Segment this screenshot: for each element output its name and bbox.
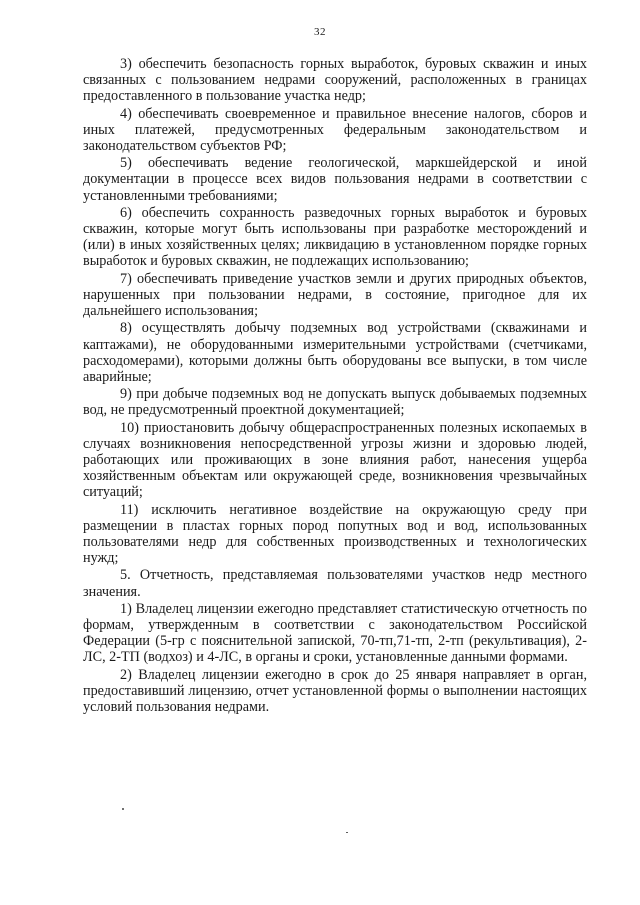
- paragraph-item-6: 6) обеспечить сохранность разведочных горных выработок и буровых скважин, которые могут быть использованы при разработке месторождений и (или) в иных хозяйственных целях; ликвидацию в установленном порядке горных выработок и буровых скважин, не подлежащих использованию;: [83, 205, 587, 270]
- paragraph-item-10: 10) приостановить добычу общераспространенных полезных ископаемых в случаях возникновения непосредственной угрозы жизни и здоровью людей, работающих или проживающих в зоне влияния работ, нанесения ущерба хозяйственным объектам или окружающей среде, возникновения чрезвычайных ситуаций;: [83, 419, 587, 501]
- page-number: 32: [314, 26, 326, 38]
- scan-speck: [122, 808, 124, 810]
- paragraph-item-7: 7) обеспечивать приведение участков земли и других природных объектов, нарушенных при пользовании недрами, в состояние, пригодное для их дальнейшего использования;: [83, 270, 587, 319]
- reporting-item-1: 1) Владелец лицензии ежегодно представляет статистическую отчетность по формам, утвержденным в соответствии с законодательством Российской Федерации (5-гр с пояснительной запиской, 70-тп,71-тп, 2-тп (рекультивация), 2-ЛС, 2-ТП (водхоз) и 4-ЛС, в органы и сроки, установленные данными формами.: [83, 601, 587, 666]
- document-body: [83, 56, 587, 716]
- section-heading-reporting: 5. Отчетность, представляемая пользователями участков недр местного значения.: [83, 567, 587, 600]
- paragraph-item-3: 3) обеспечить безопасность горных выработок, буровых скважин и иных связанных с пользованием недрами сооружений, расположенных в границах предоставленного в пользование участка недр;: [83, 56, 587, 105]
- paragraph-item-8: 8) осуществлять добычу подземных вод устройствами (скважинами и каптажами), не оборудованными измерительными устройствами (счетчиками, расходомерами), которыми должны быть оборудованы все выпуски, в том числе аварийные;: [83, 320, 587, 385]
- paragraph-item-9: 9) при добыче подземных вод не допускать выпуск добываемых подземных вод, не предусмотренный проектной документацией;: [83, 386, 587, 419]
- scan-speck: [346, 832, 348, 833]
- paragraph-item-5: 5) обеспечивать ведение геологической, маркшейдерской и иной документации в процессе всех видов пользования недрами в соответствии с установленными требованиями;: [83, 155, 587, 204]
- paragraph-item-4: 4) обеспечивать своевременное и правильное внесение налогов, сборов и иных платежей, предусмотренных федеральным законодательством и законодательством субъектов РФ;: [83, 105, 587, 154]
- reporting-item-2: 2) Владелец лицензии ежегодно в срок до 25 января направляет в орган, предоставивший лицензию, отчет установленной формы о выполнении настоящих условий пользования недрами.: [83, 666, 587, 715]
- paragraph-item-11: 11) исключить негативное воздействие на окружающую среду при размещении в пластах горных пород попутных вод и вод, использованных пользователями недр для собственных производственных и технологических нужд;: [83, 501, 587, 566]
